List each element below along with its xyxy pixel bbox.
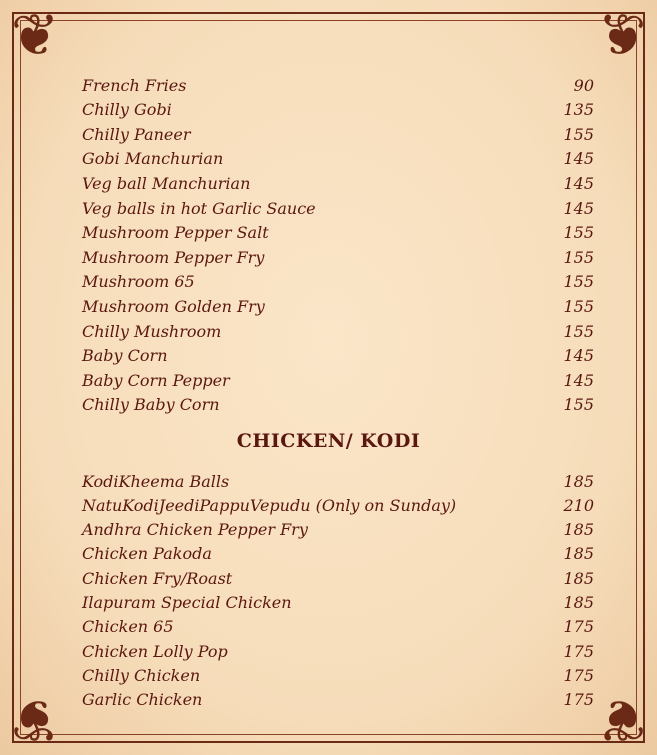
menu-item: [82, 469, 594, 493]
item-name: French Fries: [82, 75, 187, 95]
item-price: 155: [563, 395, 594, 415]
menu-item: [82, 171, 594, 195]
item-name: Chilly Gobi: [82, 100, 172, 120]
item-price: 145: [563, 149, 594, 169]
item-name: Mushroom Pepper Salt: [82, 223, 269, 243]
item-price: 145: [563, 346, 594, 366]
menu-item: [82, 147, 594, 171]
menu-item: [82, 344, 594, 368]
item-name: Baby Corn Pepper: [82, 370, 230, 390]
item-price: 155: [563, 247, 594, 267]
item-price: 155: [563, 296, 594, 316]
menu-item: [82, 542, 594, 566]
item-price: 185: [563, 520, 594, 540]
item-price: 175: [563, 617, 594, 637]
item-price: 210: [563, 495, 594, 515]
menu-item: [82, 639, 594, 663]
menu-item: [82, 319, 594, 343]
menu-item: [82, 393, 594, 417]
menu-item: [82, 122, 594, 146]
item-price: 175: [563, 690, 594, 710]
menu-item: [82, 663, 594, 687]
item-name: Chilly Mushroom: [82, 321, 222, 341]
menu-item: [82, 245, 594, 269]
item-name: Andhra Chicken Pepper Fry: [82, 520, 308, 540]
menu-item: [82, 688, 594, 712]
item-price: 145: [563, 198, 594, 218]
item-name: Mushroom Golden Fry: [82, 296, 265, 316]
item-price: 145: [563, 173, 594, 193]
item-name: Gobi Manchurian: [82, 149, 224, 169]
item-name: Veg balls in hot Garlic Sauce: [82, 198, 316, 218]
menu-item: [82, 566, 594, 590]
menu-item: [82, 493, 594, 517]
item-price: 145: [563, 370, 594, 390]
item-name: Chilly Chicken: [82, 665, 201, 685]
item-price: 155: [563, 223, 594, 243]
item-price: 185: [563, 471, 594, 491]
item-name: Veg ball Manchurian: [82, 173, 251, 193]
item-price: 90: [573, 75, 594, 95]
item-price: 135: [563, 100, 594, 120]
corner-ornament-icon: ❦: [597, 1, 647, 69]
item-price: 185: [563, 568, 594, 588]
menu-item: [82, 196, 594, 220]
item-price: 185: [563, 593, 594, 612]
corner-ornament-icon: ❦: [10, 686, 60, 754]
item-name: NatuKodiJeediPappuVepudu (Only on Sunday): [82, 495, 457, 515]
section-heading: CHICKEN/ KODI: [236, 430, 421, 452]
item-name: Garlic Chicken: [82, 690, 203, 710]
menu-item: [82, 98, 594, 122]
item-name: Mushroom 65: [82, 272, 195, 292]
item-price: 175: [563, 665, 594, 685]
item-price: 175: [563, 641, 594, 661]
item-price: 155: [563, 321, 594, 341]
menu-item: [82, 294, 594, 318]
item-name: Baby Corn: [82, 346, 168, 366]
menu-item: [82, 518, 594, 542]
item-name: Chilly Paneer: [82, 124, 191, 144]
item-name: Chicken Lolly Pop: [82, 641, 228, 661]
menu-item: [82, 591, 594, 615]
menu-item: [82, 221, 594, 245]
item-name: Chilly Baby Corn: [82, 395, 220, 415]
corner-ornament-icon: ❦: [10, 1, 60, 69]
corner-ornament-icon: ❦: [597, 686, 647, 754]
item-price: 155: [563, 124, 594, 144]
item-name: Mushroom Pepper Fry: [82, 247, 265, 267]
item-name: Chicken Pakoda: [82, 544, 212, 564]
item-name: KodiKheema Balls: [82, 471, 230, 491]
menu-item: [82, 73, 594, 97]
menu-item: [82, 270, 594, 294]
menu-item: [82, 615, 594, 639]
item-name: Ilapuram Special Chicken: [82, 593, 292, 612]
item-name: Chicken Fry/Roast: [82, 568, 233, 588]
item-price: 155: [563, 272, 594, 292]
menu-item: [82, 368, 594, 392]
item-price: 185: [563, 544, 594, 564]
item-name: Chicken 65: [82, 617, 174, 637]
